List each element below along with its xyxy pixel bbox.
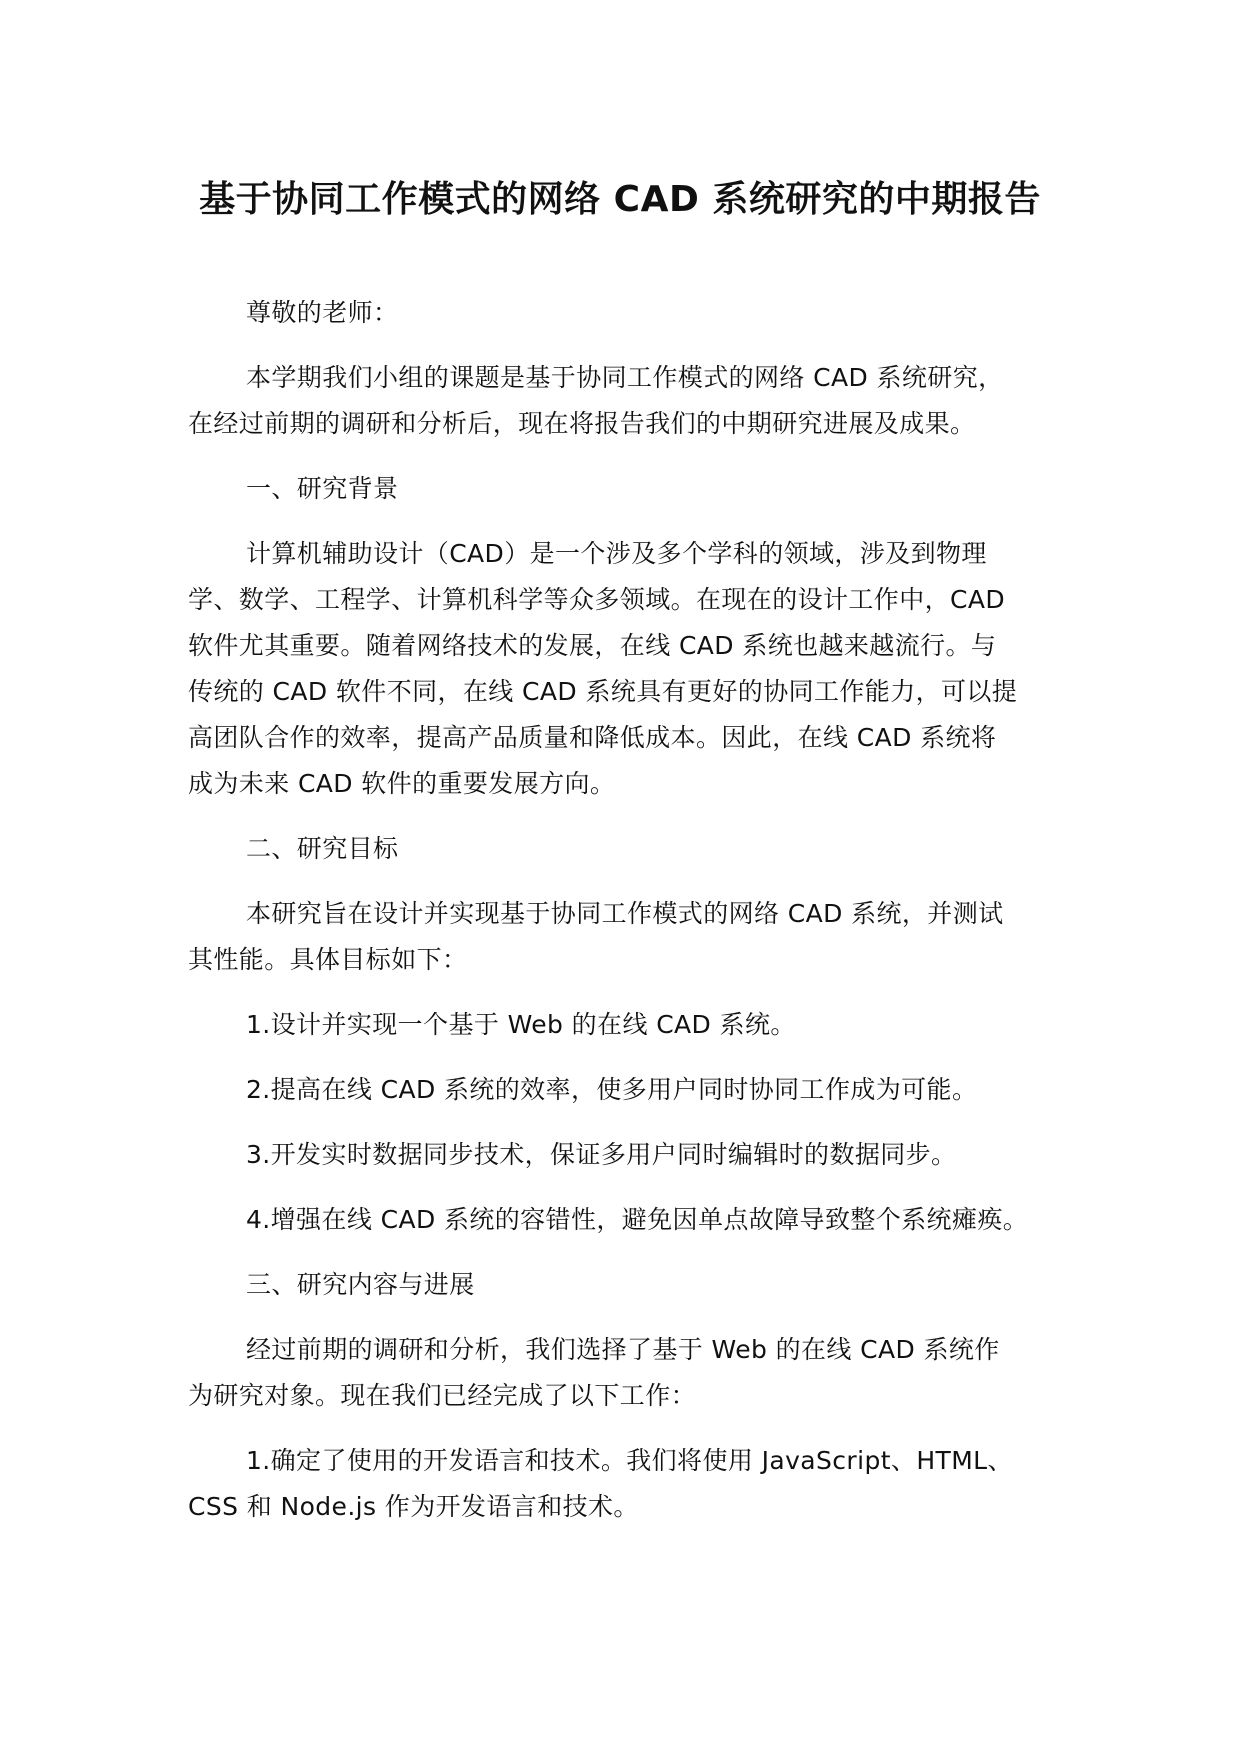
document-title: 基于协同工作模式的网络 CAD 系统研究的中期报告 — [199, 179, 1041, 220]
paragraph — [188, 1067, 1068, 1113]
paragraph-line: 本学期我们小组的课题是基于协同工作模式的网络 CAD 系统研究， — [246, 363, 1004, 392]
paragraph-line: 高团队合作的效率，提高产品质量和降低成本。因此，在线 CAD 系统将 — [188, 723, 997, 752]
paragraph-line: 传统的 CAD 软件不同，在线 CAD 系统具有更好的协同工作能力，可以提 — [188, 677, 1018, 706]
paragraph — [188, 531, 1068, 807]
paragraph-line: 本研究旨在设计并实现基于协同工作模式的网络 CAD 系统，并测试 — [246, 899, 1004, 928]
paragraph-line: 软件尤其重要。随着网络技术的发展，在线 CAD 系统也越来越流行。与 — [188, 631, 997, 660]
paragraph — [188, 1132, 1068, 1178]
paragraph-line: 2.提高在线 CAD 系统的效率，使多用户同时协同工作成为可能。 — [246, 1075, 978, 1104]
document-body — [188, 290, 1068, 1549]
paragraph — [188, 1002, 1068, 1048]
paragraph — [188, 1197, 1068, 1243]
paragraph — [188, 355, 1068, 447]
paragraph-line: 成为未来 CAD 软件的重要发展方向。 — [188, 769, 616, 798]
paragraph-line: 一、研究背景 — [246, 474, 399, 503]
paragraph-line: 学、数学、工程学、计算机科学等众多领域。在现在的设计工作中，CAD — [188, 585, 1006, 614]
paragraph-line: 计算机辅助设计（CAD）是一个涉及多个学科的领域，涉及到物理 — [246, 539, 987, 568]
paragraph-line: 二、研究目标 — [246, 834, 399, 863]
paragraph — [188, 1438, 1068, 1530]
paragraph-line: 1.确定了使用的开发语言和技术。我们将使用 JavaScript、HTML、 — [246, 1446, 1013, 1475]
paragraph-line: 为研究对象。现在我们已经完成了以下工作： — [188, 1381, 697, 1410]
paragraph — [188, 466, 1068, 512]
paragraph-line: 在经过前期的调研和分析后，现在将报告我们的中期研究进展及成果。 — [188, 409, 976, 438]
paragraph-line: 经过前期的调研和分析，我们选择了基于 Web 的在线 CAD 系统作 — [246, 1335, 1000, 1364]
paragraph — [188, 1327, 1068, 1419]
paragraph-line: 尊敬的老师： — [246, 298, 399, 327]
paragraph — [188, 290, 1068, 336]
paragraph — [188, 826, 1068, 872]
paragraph — [188, 1262, 1068, 1308]
paragraph-line: 1.设计并实现一个基于 Web 的在线 CAD 系统。 — [246, 1010, 796, 1039]
paragraph — [188, 891, 1068, 983]
paragraph-line: 3.开发实时数据同步技术，保证多用户同时编辑时的数据同步。 — [246, 1140, 957, 1169]
paragraph-line: 其性能。具体目标如下： — [188, 945, 468, 974]
paragraph-line: CSS 和 Node.js 作为开发语言和技术。 — [188, 1492, 639, 1521]
paragraph-line: 三、研究内容与进展 — [246, 1270, 475, 1299]
paragraph-line: 4.增强在线 CAD 系统的容错性，避免因单点故障导致整个系统瘫痪。 — [246, 1205, 1029, 1234]
